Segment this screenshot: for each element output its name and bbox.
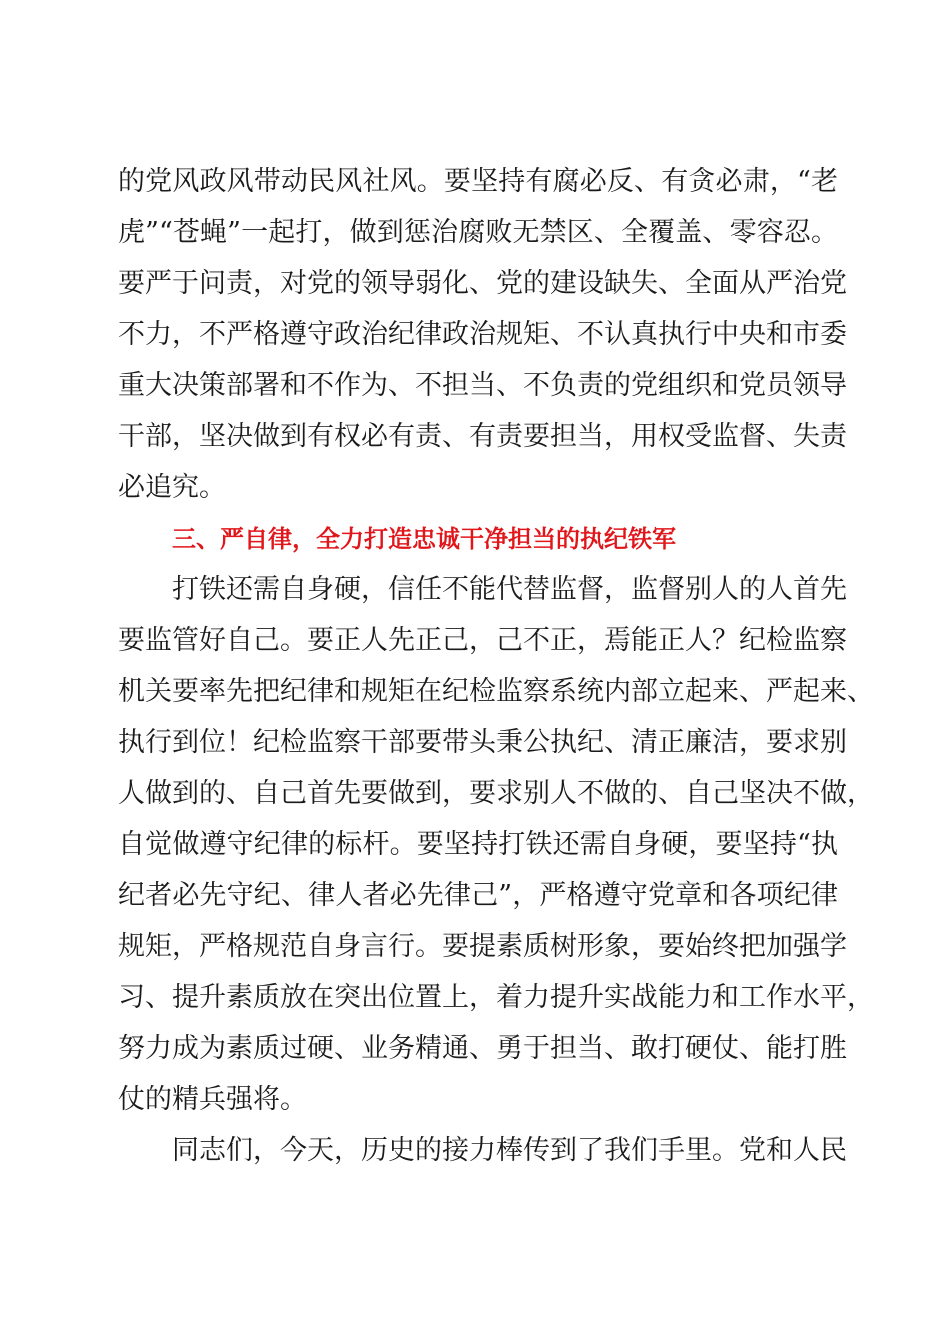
- paragraph-3-line: 同志们，今天，历史的接力棒传到了我们手里。党和人民: [172, 1135, 847, 1166]
- paragraph-2-line: 努力成为素质过硬、业务精通、勇于担当、敢打硬仗、能打胜: [118, 1033, 847, 1064]
- paragraph-1-line: 必追究。: [118, 472, 226, 503]
- paragraph-2-line: 打铁还需自身硬，信任不能代替监督，监督别人的人首先: [172, 574, 847, 605]
- paragraph-1-line: 重大决策部署和不作为、不担当、不负责的党组织和党员领导: [118, 370, 847, 401]
- paragraph-1-line: 的党风政风带动民风社风。要坚持有腐必反、有贪必肃，“老: [118, 166, 838, 197]
- paragraph-2-line: 纪者必先守纪、律人者必先律己”，严格遵守党章和各项纪律: [118, 880, 838, 911]
- section-heading: 三、严自律，全力打造忠诚干净担当的执纪铁军: [172, 525, 676, 553]
- paragraph-2-line: 仗的精兵强将。: [118, 1084, 307, 1115]
- paragraph-2-line: 人做到的、自己首先要做到，要求别人不做的、自己坚决不做，: [118, 778, 874, 809]
- paragraph-1-line: 干部，坚决做到有权必有责、有责要担当，用权受监督、失责: [118, 421, 847, 452]
- paragraph-2-line: 要监管好自己。要正人先正己，己不正，焉能正人？纪检监察: [118, 625, 847, 656]
- paragraph-2-line: 习、提升素质放在突出位置上，着力提升实战能力和工作水平，: [118, 982, 874, 1013]
- paragraph-2-line: 规矩，严格规范自身言行。要提素质树形象，要始终把加强学: [118, 931, 847, 962]
- paragraph-2-line: 自觉做遵守纪律的标杆。要坚持打铁还需自身硬，要坚持“执: [118, 829, 838, 860]
- paragraph-1-line: 不力，不严格遵守政治纪律政治规矩、不认真执行中央和市委: [118, 319, 847, 350]
- paragraph-1-line: 虎”“苍蝇”一起打，做到惩治腐败无禁区、全覆盖、零容忍。: [118, 217, 838, 248]
- paragraph-2-line: 执行到位！纪检监察干部要带头秉公执纪、清正廉洁，要求别: [118, 727, 847, 758]
- paragraph-1-line: 要严于问责，对党的领导弱化、党的建设缺失、全面从严治党: [118, 268, 847, 299]
- paragraph-2-line: 机关要率先把纪律和规矩在纪检监察系统内部立起来、严起来、: [118, 676, 874, 707]
